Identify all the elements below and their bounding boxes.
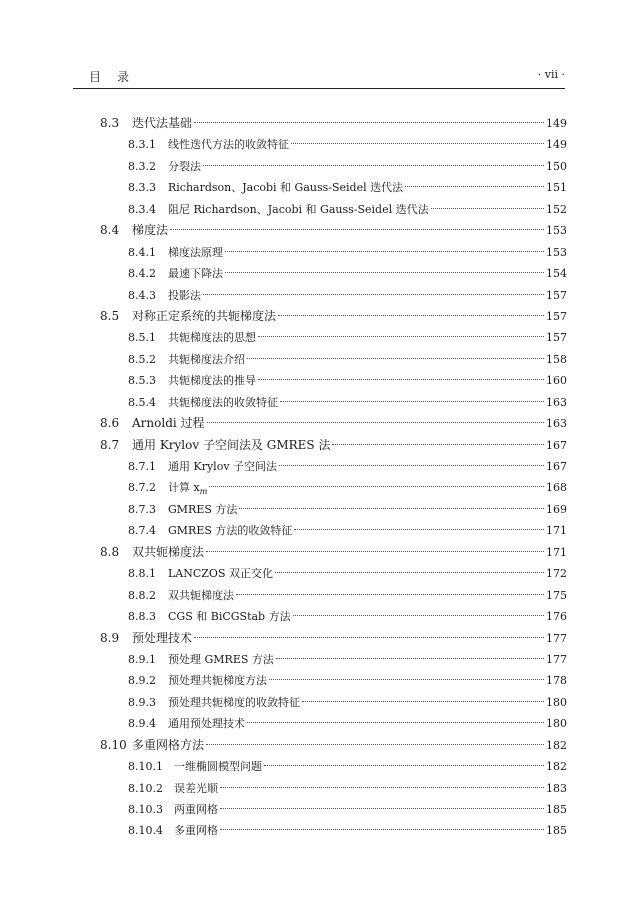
toc-entry-number: 8.3.4 xyxy=(128,202,156,216)
toc-subsection-entry[interactable] xyxy=(100,285,567,306)
toc-subsection-entry[interactable] xyxy=(100,520,567,541)
toc-entry-page: 168 xyxy=(546,481,567,495)
toc-entry-title-text: 两重网格 xyxy=(174,803,218,816)
dot-leader xyxy=(194,122,544,123)
toc-subsection-entry[interactable] xyxy=(100,477,567,498)
dot-leader xyxy=(302,701,544,702)
toc-entry-title xyxy=(168,692,300,713)
toc-entry-number: 8.7 xyxy=(100,437,120,452)
toc-entry-number: 8.4.3 xyxy=(128,288,156,302)
toc-entry-title-text: 双共轭梯度法 xyxy=(168,588,234,602)
toc-entry-number: 8.8.3 xyxy=(128,610,156,624)
toc-subsection-entry[interactable] xyxy=(100,327,567,348)
toc-entry-number: 8.10.4 xyxy=(128,824,163,838)
header-chapter-label: 目录 xyxy=(89,70,146,84)
table-of-contents xyxy=(100,113,567,842)
toc-entry-title xyxy=(132,542,204,563)
toc-entry-page: 153 xyxy=(546,224,567,238)
toc-entry-title xyxy=(168,177,403,198)
toc-entry-title xyxy=(168,585,234,606)
toc-entry-number: 8.9.2 xyxy=(128,674,156,688)
toc-entry-title xyxy=(132,306,276,327)
dot-leader xyxy=(258,336,544,337)
toc-entry-title-text: 通用预处理技术 xyxy=(168,717,245,731)
header-page-number: · vii · xyxy=(537,68,565,81)
toc-entry-page: 157 xyxy=(546,331,567,345)
toc-entry-number: 8.10.3 xyxy=(128,803,163,816)
toc-entry-title xyxy=(174,799,218,820)
toc-entry-page: 150 xyxy=(546,159,567,173)
toc-entry-page: 180 xyxy=(546,717,567,731)
dot-leader xyxy=(275,572,544,573)
running-header xyxy=(73,64,565,89)
toc-entry-title xyxy=(168,285,201,306)
toc-entry-number: 8.10.1 xyxy=(128,760,163,774)
toc-entry-page: 157 xyxy=(546,288,567,302)
toc-entry-page: 177 xyxy=(546,631,567,645)
dot-leader xyxy=(247,722,544,723)
toc-entry-title-text: 梯度法原理 xyxy=(168,245,223,259)
toc-entry-page: 151 xyxy=(546,181,567,195)
toc-section-entry[interactable] xyxy=(100,435,567,456)
toc-entry-title-text: 预处理共轭梯度的收敛特征 xyxy=(168,695,300,709)
toc-subsection-entry[interactable] xyxy=(100,606,567,627)
toc-entry-title-text: 通用 Krylov 子空间法及 GMRES 法 xyxy=(132,437,331,452)
toc-entry-title-text: 多重网格 xyxy=(174,824,218,838)
toc-entry-title-text: 预处理技术 xyxy=(132,630,193,645)
toc-subsection-entry[interactable] xyxy=(100,177,567,198)
toc-subsection-entry[interactable] xyxy=(100,756,567,777)
toc-entry-page: 182 xyxy=(546,760,567,774)
toc-entry-page: 175 xyxy=(546,588,567,602)
toc-section-entry[interactable] xyxy=(100,735,567,756)
toc-entry-title xyxy=(168,563,273,584)
toc-entry-subscript: m xyxy=(199,487,208,497)
dot-leader xyxy=(207,422,544,423)
toc-entry-page: 185 xyxy=(546,803,567,816)
dot-leader xyxy=(276,658,544,659)
dot-leader xyxy=(431,208,544,209)
toc-entry-title xyxy=(168,263,223,284)
toc-entry-title xyxy=(168,456,277,477)
dot-leader xyxy=(206,551,544,552)
toc-entry-title xyxy=(168,606,291,627)
toc-entry-title xyxy=(174,778,218,799)
toc-subsection-entry[interactable] xyxy=(100,649,567,670)
dot-leader xyxy=(236,594,544,595)
toc-entry-number: 8.6 xyxy=(100,416,120,431)
dot-leader xyxy=(170,229,544,230)
toc-subsection-entry[interactable] xyxy=(100,499,567,520)
toc-entry-number: 8.5.4 xyxy=(128,395,156,409)
toc-subsection-entry[interactable] xyxy=(100,585,567,606)
toc-entry-title-text: 对称正定系统的共轭梯度法 xyxy=(132,308,277,323)
dot-leader xyxy=(278,315,544,316)
toc-entry-title-text: 通用 Krylov 子空间法 xyxy=(168,460,278,473)
toc-entry-title-text: CGS 和 BiCGStab 方法 xyxy=(168,610,291,624)
toc-entry-title xyxy=(132,628,192,649)
toc-entry-number: 8.3.2 xyxy=(128,159,156,173)
toc-subsection-entry[interactable] xyxy=(100,670,567,691)
toc-entry-title-text: 最速下降法 xyxy=(168,267,223,281)
toc-subsection-entry[interactable] xyxy=(100,778,567,799)
toc-entry-page: 172 xyxy=(546,567,567,581)
toc-subsection-entry[interactable] xyxy=(100,242,567,263)
toc-entry-title-text: 预处理 GMRES 方法 xyxy=(168,652,274,666)
toc-entry-number: 8.7.3 xyxy=(128,502,156,516)
toc-subsection-entry[interactable] xyxy=(100,563,567,584)
toc-entry-page: 154 xyxy=(546,267,567,281)
toc-entry-page: 169 xyxy=(546,502,567,516)
toc-entry-page: 149 xyxy=(546,138,567,152)
toc-subsection-entry[interactable] xyxy=(100,370,567,391)
dot-leader xyxy=(194,637,544,638)
toc-entry-page: 178 xyxy=(546,674,567,688)
toc-entry-title-text: 预处理共轭梯度方法 xyxy=(168,674,267,688)
toc-subsection-entry[interactable] xyxy=(100,134,567,155)
toc-entry-title-text: 双共轭梯度法 xyxy=(132,544,205,559)
toc-entry-title-text: 共轭梯度法的推导 xyxy=(168,374,256,388)
toc-section-entry[interactable] xyxy=(100,413,567,434)
toc-entry-title xyxy=(168,370,256,391)
toc-entry-number: 8.10.2 xyxy=(128,781,163,795)
toc-entry-page: 163 xyxy=(546,395,567,409)
toc-entry-title-text: 迭代法基础 xyxy=(132,116,193,130)
dot-leader xyxy=(220,787,544,788)
toc-entry-number: 8.8 xyxy=(100,544,120,559)
toc-entry-title-text: Richardson、Jacobi 和 Gauss-Seidel 迭代法 xyxy=(168,181,404,195)
toc-entry-number: 8.8.2 xyxy=(128,588,156,602)
dot-leader xyxy=(225,272,544,273)
toc-entry-title-text: LANCZOS 双正交化 xyxy=(168,567,273,581)
toc-entry-page: 171 xyxy=(546,545,567,559)
toc-entry-page: 176 xyxy=(546,610,567,624)
toc-subsection-entry[interactable] xyxy=(100,820,567,841)
toc-subsection-entry[interactable] xyxy=(100,263,567,284)
toc-entry-title xyxy=(168,649,274,670)
toc-entry-number: 8.9 xyxy=(100,630,120,645)
toc-subsection-entry[interactable] xyxy=(100,692,567,713)
toc-section-entry[interactable] xyxy=(100,542,567,563)
toc-entry-title-text: 投影法 xyxy=(168,288,201,302)
toc-entry-number: 8.9.4 xyxy=(128,717,156,731)
dot-leader xyxy=(247,358,544,359)
toc-entry-page: 167 xyxy=(546,438,567,452)
toc-subsection-entry[interactable] xyxy=(100,392,567,413)
toc-entry-number: 8.3 xyxy=(100,116,120,130)
toc-entry-title xyxy=(168,156,201,177)
toc-entry-title-text: 梯度法 xyxy=(132,223,169,238)
toc-entry-title xyxy=(168,134,289,155)
toc-entry-page: 153 xyxy=(546,245,567,259)
toc-entry-title-text: 共轭梯度法的思想 xyxy=(168,331,256,345)
toc-entry-page: 158 xyxy=(546,352,567,366)
toc-entry-number: 8.9.3 xyxy=(128,695,156,709)
toc-entry-title xyxy=(168,242,223,263)
toc-entry-title-text: 多重网格方法 xyxy=(132,737,205,752)
toc-entry-title-text: GMRES 方法的收敛特征 xyxy=(168,524,293,538)
toc-subsection-entry[interactable] xyxy=(100,456,567,477)
toc-entry-title-text: 分裂法 xyxy=(168,159,201,173)
toc-entry-title xyxy=(168,349,245,370)
toc-section-entry[interactable] xyxy=(100,220,567,241)
dot-leader xyxy=(405,186,544,187)
toc-entry-title xyxy=(132,113,192,134)
toc-entry-title xyxy=(132,435,330,456)
toc-entry-title-text: 共轭梯度法的收敛特征 xyxy=(168,395,278,409)
toc-entry-title xyxy=(174,756,262,777)
toc-subsection-entry[interactable] xyxy=(100,199,567,220)
toc-section-entry[interactable] xyxy=(100,628,567,649)
dot-leader xyxy=(258,379,544,380)
toc-entry-number: 8.4.1 xyxy=(128,245,156,259)
toc-entry-page: 182 xyxy=(546,738,567,752)
dot-leader xyxy=(206,744,544,745)
toc-entry-title xyxy=(168,199,429,220)
toc-entry-title xyxy=(168,670,267,691)
toc-section-entry[interactable] xyxy=(100,306,567,327)
dot-leader xyxy=(264,765,544,766)
toc-entry-number: 8.7.2 xyxy=(128,481,156,495)
toc-entry-title-text: 共轭梯度法介绍 xyxy=(168,352,245,366)
toc-entry-number: 8.4.2 xyxy=(128,267,156,281)
dot-leader xyxy=(220,808,544,809)
dot-leader xyxy=(280,401,544,402)
toc-entry-page: 157 xyxy=(546,309,567,323)
toc-entry-title-text: 一维椭圆模型问题 xyxy=(174,760,262,774)
toc-entry-number: 8.5 xyxy=(100,308,120,323)
toc-entry-number: 8.5.2 xyxy=(128,352,156,366)
dot-leader xyxy=(294,529,544,530)
toc-entry-title xyxy=(168,392,278,413)
dot-leader xyxy=(209,486,544,487)
toc-entry-page: 183 xyxy=(546,781,567,795)
toc-entry-page: 163 xyxy=(546,417,567,431)
toc-entry-title xyxy=(132,735,204,756)
toc-entry-title-text: 计算 x xyxy=(168,481,200,495)
dot-leader xyxy=(293,615,544,616)
toc-entry-number: 8.9.1 xyxy=(128,652,156,666)
toc-entry-number: 8.10 xyxy=(100,737,127,752)
toc-entry-number: 8.8.1 xyxy=(128,567,156,581)
dot-leader xyxy=(225,251,544,252)
toc-entry-page: 167 xyxy=(546,460,567,473)
dot-leader xyxy=(239,508,544,509)
dot-leader xyxy=(279,465,544,466)
dot-leader xyxy=(269,679,544,680)
toc-entry-number: 8.7.4 xyxy=(128,524,156,538)
dot-leader xyxy=(203,165,544,166)
toc-section-entry[interactable] xyxy=(100,113,567,134)
dot-leader xyxy=(203,294,544,295)
toc-entry-page: 185 xyxy=(546,824,567,838)
toc-entry-title xyxy=(168,520,292,541)
toc-entry-number: 8.3.3 xyxy=(128,181,156,195)
toc-entry-page: 149 xyxy=(546,117,567,130)
toc-entry-page: 152 xyxy=(546,202,567,216)
toc-entry-title xyxy=(168,713,245,734)
toc-entry-title-text: GMRES 方法 xyxy=(168,502,238,516)
toc-entry-number: 8.3.1 xyxy=(128,138,156,152)
toc-entry-number: 8.5.1 xyxy=(128,331,156,345)
toc-entry-title-text: 阻尼 Richardson、Jacobi 和 Gauss-Seidel 迭代法 xyxy=(168,202,429,216)
toc-entry-title-text: 线性迭代方法的收敛特征 xyxy=(168,138,289,152)
dot-leader xyxy=(220,829,544,830)
toc-entry-number: 8.4 xyxy=(100,223,120,238)
toc-entry-page: 160 xyxy=(546,374,567,388)
toc-entry-title-text: 误差光顺 xyxy=(174,781,218,795)
toc-subsection-entry[interactable] xyxy=(100,349,567,370)
toc-entry-title xyxy=(168,499,237,520)
toc-entry-title-text: Arnoldi 过程 xyxy=(132,416,205,431)
dot-leader xyxy=(291,143,544,144)
toc-entry-page: 171 xyxy=(546,524,567,538)
toc-entry-page: 180 xyxy=(546,695,567,709)
toc-entry-number: 8.5.3 xyxy=(128,374,156,388)
toc-entry-page: 177 xyxy=(546,652,567,666)
toc-subsection-entry[interactable] xyxy=(100,713,567,734)
toc-entry-title xyxy=(132,220,168,241)
dot-leader xyxy=(332,444,544,445)
toc-entry-title xyxy=(174,820,218,841)
toc-subsection-entry[interactable] xyxy=(100,799,567,820)
toc-entry-title xyxy=(168,327,256,348)
toc-entry-title xyxy=(132,413,205,434)
toc-entry-number: 8.7.1 xyxy=(128,460,156,473)
toc-subsection-entry[interactable] xyxy=(100,156,567,177)
